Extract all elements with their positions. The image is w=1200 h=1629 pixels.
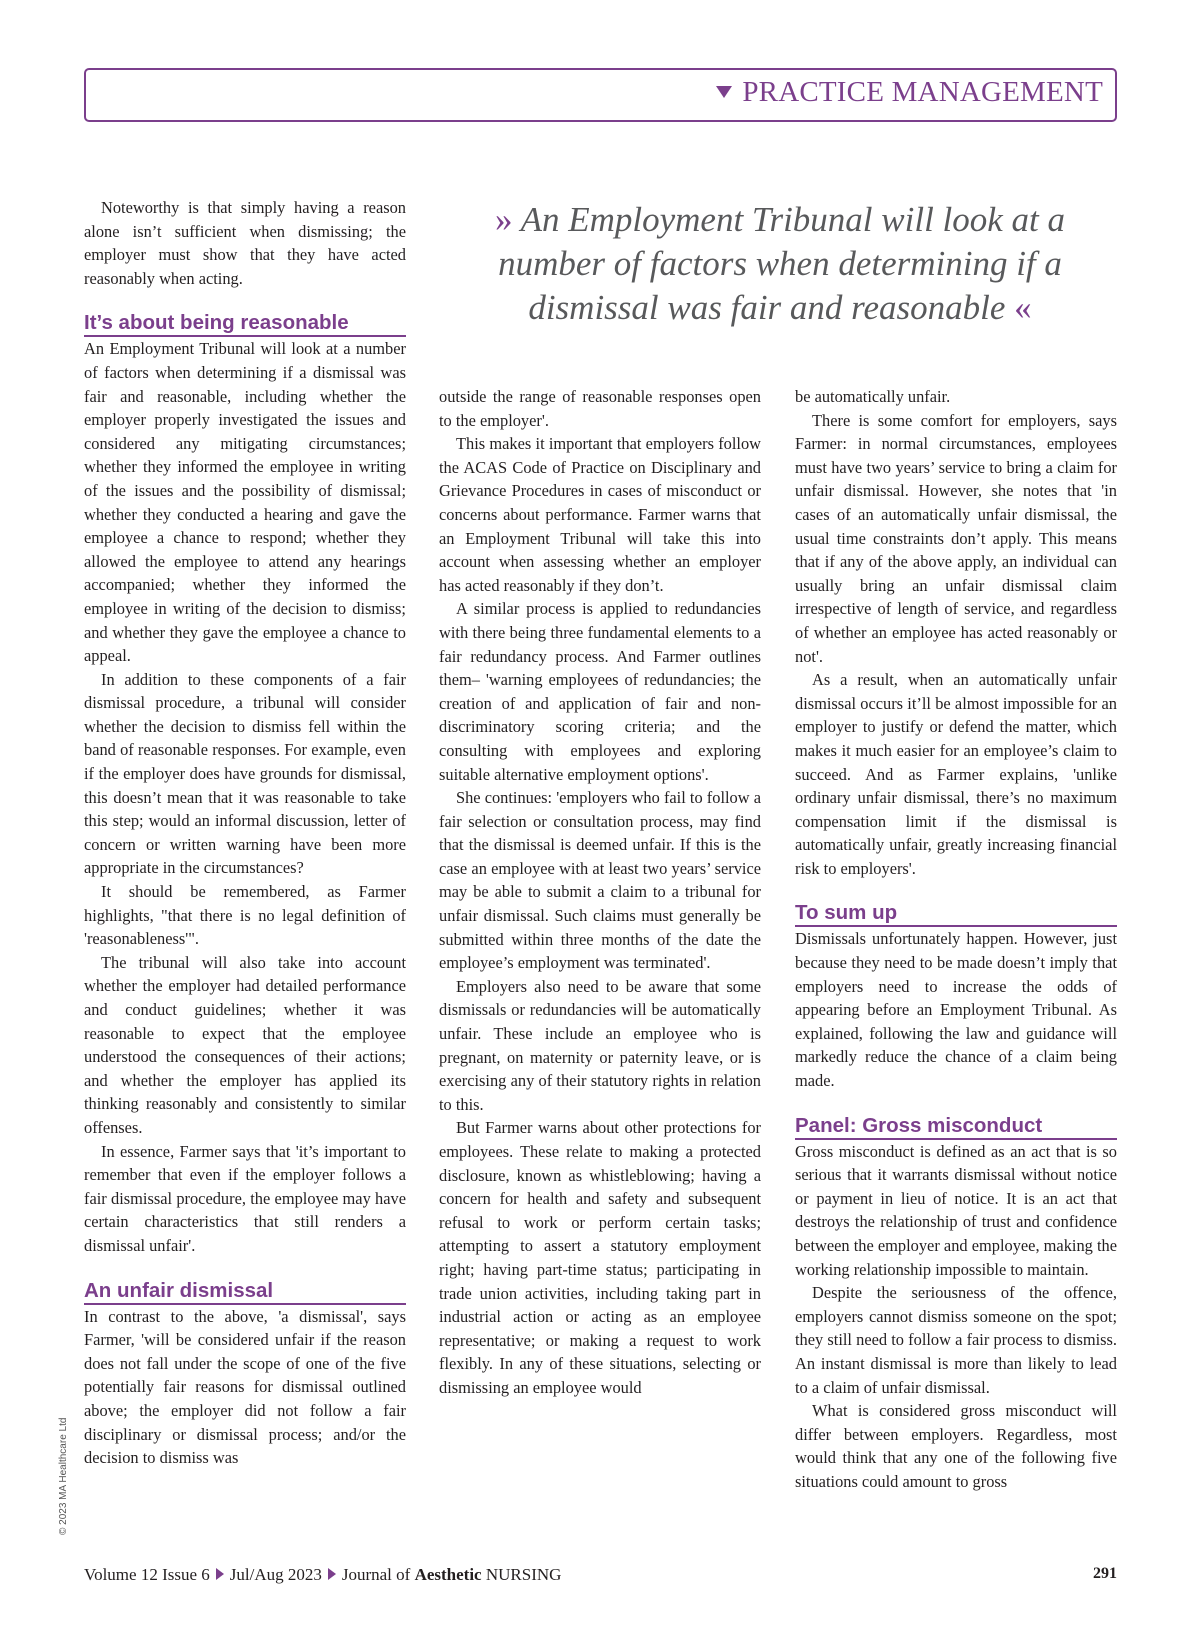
column-3 bbox=[795, 385, 1117, 1494]
footer-journal-prefix: Journal of bbox=[341, 1565, 411, 1584]
paragraph: An Employment Tribunal will look at a number of factors when determining if a dismissal was fair and reasonable, including whether the employer properly investigated the issues and considered any mitigating circumstances; whether they informed the employee in writing of the issues and the possibility of dismissal; whether they conducted a hearing and gave the employee a chance to respond; whether they allowed the employee to attend any hearings accompanied; whether they informed the employee in writing of the decision to dismiss; and whether they gave the employee a chance to appeal. bbox=[84, 339, 406, 666]
section-label bbox=[716, 76, 1103, 109]
page-number: 291 bbox=[1093, 1565, 1117, 1582]
column-2 bbox=[439, 385, 761, 1400]
paragraph: Noteworthy is that simply having a reason alone isn’t sufficient when dismissing; the employer must show that they have acted reasonably when acting. bbox=[84, 198, 406, 288]
pull-quote-text: An Employment Tribunal will look at a number of factors when determining if a dismissal was fair and reasonable bbox=[498, 200, 1066, 327]
paragraph: A similar process is applied to redundancies with there being three fundamental elements to a fair redundancy process. And Farmer outlines them– 'warning employees of redundancies; the creation of and application of fair and non-discriminatory scoring criteria; and the consulting with employees and exploring suitable alternative employment options'. bbox=[439, 599, 761, 784]
quote-close-mark: « bbox=[1014, 288, 1032, 327]
quote-open-mark: » bbox=[494, 200, 513, 239]
subheading-panel-gross-misconduct: Panel: Gross misconduct bbox=[795, 1114, 1117, 1140]
section-header-box bbox=[84, 68, 1117, 122]
triangle-right-icon bbox=[216, 1568, 224, 1580]
pull-quote bbox=[460, 198, 1100, 330]
column-1 bbox=[84, 196, 406, 1470]
paragraph: As a result, when an automatically unfair dismissal occurs it’ll be almost impossible for an employer to justify or defend the matter, which makes it much easier for an employee’s claim to succeed. And as Farmer explains, 'unlike ordinary unfair dismissal, there’s no maximum compensation limit if the dismissal is automatically unfair, greatly increasing financial risk to employers'. bbox=[795, 670, 1117, 878]
paragraph: Despite the seriousness of the offence, employers cannot dismiss someone on the spot; they still need to follow a fair process to dismiss. An instant dismissal is more than likely to lead to a claim of unfair dismissal. bbox=[795, 1283, 1117, 1397]
paragraph: But Farmer warns about other protections for employees. These relate to making a protected disclosure, known as whistleblowing; having a concern for health and safety and subsequent refusal to work or perform certain tasks; attempting to assert a statutory employment right; having part-time status; participating in trade union activities, including taking part in industrial action or acting as an employee representative; or making a request to work flexibly. In any of these situations, selecting or dismissing an employee would bbox=[439, 1118, 761, 1397]
paragraph: In essence, Farmer says that 'it’s important to remember that even if the employer follows a fair dismissal procedure, the employee may have certain characteristics that still renders a dismissal unfair'. bbox=[84, 1141, 406, 1255]
subheading-unfair-dismissal: An unfair dismissal bbox=[84, 1279, 406, 1305]
subheading-reasonable: It’s about being reasonable bbox=[84, 311, 406, 337]
triangle-right-icon bbox=[328, 1568, 336, 1580]
footer-journal-suffix: NURSING bbox=[485, 1565, 562, 1584]
paragraph: The tribunal will also take into account whether the employer had detailed performance and conduct guidelines; whether it was reasonable to expect that the employee understood the consequences of their actions; and whether the employer has applied its thinking reasonably and consistently to similar offenses. bbox=[84, 952, 406, 1137]
paragraph: What is considered gross misconduct will differ between employers. Regardless, most would think that any one of the following five situations could amount to gross bbox=[795, 1401, 1117, 1491]
triangle-down-icon bbox=[716, 86, 732, 98]
page-footer bbox=[84, 1565, 1117, 1585]
footer-journal-bold: Aesthetic bbox=[414, 1565, 482, 1584]
subheading-sum-up: To sum up bbox=[795, 901, 1117, 927]
footer-volume-issue: Volume 12 Issue 6 bbox=[84, 1565, 210, 1584]
paragraph: She continues: 'employers who fail to follow a fair selection or consultation process, may find that the dismissal is deemed unfair. If this is the case an employee with at least two years’ service may be able to submit a claim to a tribunal for unfair dismissal. Such claims must generally be submitted within three months of the date the employee’s employment was terminated'. bbox=[439, 788, 761, 973]
paragraph: This makes it important that employers follow the ACAS Code of Practice on Disciplinary and Grievance Procedures in cases of misconduct or concerns about performance. Farmer warns that an Employment Tribunal will take this into account when assessing whether an employer has acted reasonably if they don’t. bbox=[439, 434, 761, 595]
paragraph: It should be remembered, as Farmer highlights, "that there is no legal definition of 'reasonableness'". bbox=[84, 882, 406, 949]
paragraph: In addition to these components of a fair dismissal procedure, a tribunal will consider whether the decision to dismiss fell within the band of reasonable responses. For example, even if the employer does have grounds for dismissal, this doesn’t mean that it was reasonable to take this step; would an informal discussion, letter of concern or written warning have been more appropriate in the circumstances? bbox=[84, 669, 406, 878]
paragraph: Gross misconduct is defined as an act that is so serious that it warrants dismissal without notice or payment in lieu of notice. It is an act that destroys the relationship of trust and confidence between the employer and employee, making the working relationship impossible to maintain. bbox=[795, 1141, 1117, 1279]
paragraph: In contrast to the above, 'a dismissal', says Farmer, 'will be considered unfair if the reason does not fall under the scope of one of the five potentially fair reasons for dismissal outlined above; the employer did not follow a fair disciplinary or dismissal process; and/or the decision to dismiss was bbox=[84, 1306, 406, 1468]
section-title: PRACTICE MANAGEMENT bbox=[742, 76, 1103, 108]
paragraph: There is some comfort for employers, says Farmer: in normal circumstances, employees must have two years’ service to bring a claim for unfair dismissal. However, she notes that 'in cases of an automatically unfair dismissal, the usual time constraints don’t apply. This means that if any of the above apply, an individual can usually bring an unfair dismissal claim irrespective of length of service, and regardless of whether an employee has acted reasonably or not'. bbox=[795, 410, 1117, 666]
paragraph: Employers also need to be aware that some dismissals or redundancies will be automatically unfair. These include an employee who is pregnant, on maternity or paternity leave, or is exercising any of their statutory rights in relation to this. bbox=[439, 976, 761, 1114]
footer-date: Jul/Aug 2023 bbox=[229, 1565, 322, 1584]
paragraph: be automatically unfair. bbox=[795, 387, 951, 406]
paragraph: outside the range of reasonable responses open to the employer'. bbox=[439, 387, 761, 430]
paragraph: Dismissals unfortunately happen. However, just because they need to be made doesn’t imply that employers need to increase the odds of appearing before an Employment Tribunal. As explained, following the law and guidance will markedly reduce the chance of a claim being made. bbox=[795, 929, 1117, 1091]
